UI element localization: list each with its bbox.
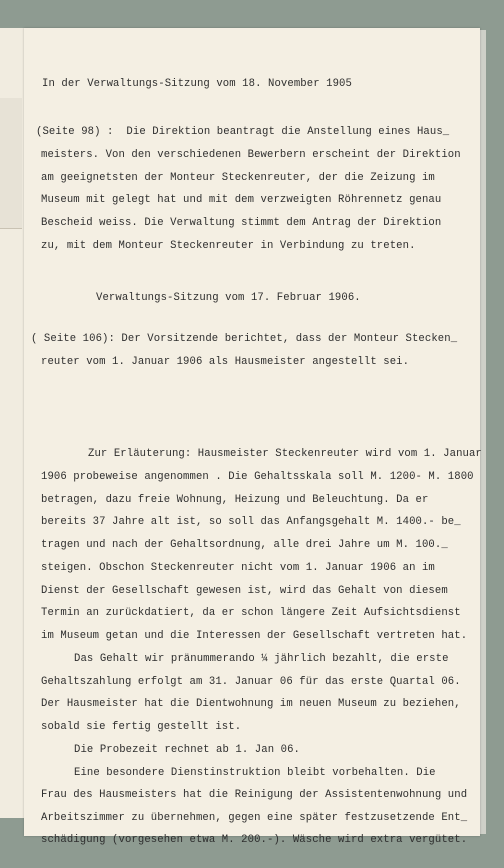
text-line: Bescheid weiss. Die Verwaltung stimmt dem Antrag der Direktion [41, 217, 442, 229]
text-line: Museum mit gelegt hat und mit dem verzweigten Röhrennetz genau [41, 194, 442, 206]
document-page [24, 28, 482, 846]
text-line: Der Hausmeister hat die Dientwohnung im neuen Museum zu beziehen, [41, 698, 461, 710]
text-line: Die Probezeit rechnet ab 1. Jan 06. [74, 744, 301, 756]
text-line: 1906 probeweise angenommen . Die Gehaltsskala soll M. 1200- M. 1800 [41, 471, 474, 483]
text-line: betragen, dazu freie Wohnung, Heizung und Beleuchtung. Da er [41, 494, 429, 506]
text-line: sobald sie fertig gestellt ist. [41, 721, 242, 733]
text-line: ( Seite 106): Der Vorsitzende berichtet, dass der Monteur Stecken_ [31, 333, 458, 345]
text-line: am geeignetsten der Monteur Steckenreuter, der die Zeizung im [41, 172, 435, 184]
adjacent-page-strip [0, 28, 27, 818]
heading-session-1906: Verwaltungs-Sitzung vom 17. Februar 1906. [96, 292, 361, 304]
text-line: tragen und nach der Gehaltsordnung, alle drei Jahre um M. 100._ [41, 539, 448, 551]
text-line: meisters. Von den verschiedenen Bewerbern erscheint der Direktion [41, 149, 461, 161]
text-line: schädigung (vorgesehen etwa M. 200.-). Wäsche wird extra vergütet. [41, 834, 468, 846]
text-line: bereits 37 Jahre alt ist, so soll das Anfangsgehalt M. 1400.- be_ [41, 516, 461, 528]
text-line: Arbeitszimmer zu übernehmen, gegen eine später festzusetzende Ent_ [41, 812, 468, 824]
text-line: Frau des Hausmeisters hat die Reinigung der Assistentenwohnung und [41, 789, 468, 801]
text-line: zu, mit dem Monteur Steckenreuter in Verbindung zu treten. [41, 240, 416, 252]
text-line: steigen. Obschon Steckenreuter nicht vom 1. Januar 1906 an im [41, 562, 435, 574]
text-line: im Museum getan und die Interessen der Gesellschaft vertreten hat. [41, 630, 468, 642]
text-line: Eine besondere Dienstinstruktion bleibt vorbehalten. Die [74, 767, 436, 779]
text-line: Dienst der Gesellschaft gewesen ist, wird das Gehalt von diesem [41, 585, 448, 597]
heading-session-1905: In der Verwaltungs-Sitzung vom 18. November 1905 [42, 78, 352, 90]
text-line: reuter vom 1. Januar 1906 als Hausmeister angestellt sei. [41, 356, 410, 368]
adjacent-page-tab [0, 98, 22, 229]
text-line: Zur Erläuterung: Hausmeister Steckenreuter wird vom 1. Januar [88, 448, 482, 460]
text-line: (Seite 98) : Die Direktion beantragt die Anstellung eines Haus_ [36, 126, 450, 138]
text-line: Das Gehalt wir pränummerando ¼ jährlich bezahlt, die erste [74, 653, 449, 665]
text-line: Gehaltszahlung erfolgt am 31. Januar 06 für das erste Quartal 06. [41, 676, 461, 688]
text-line: Termin an zurückdatiert, da er schon längere Zeit Aufsichtsdienst [41, 607, 461, 619]
